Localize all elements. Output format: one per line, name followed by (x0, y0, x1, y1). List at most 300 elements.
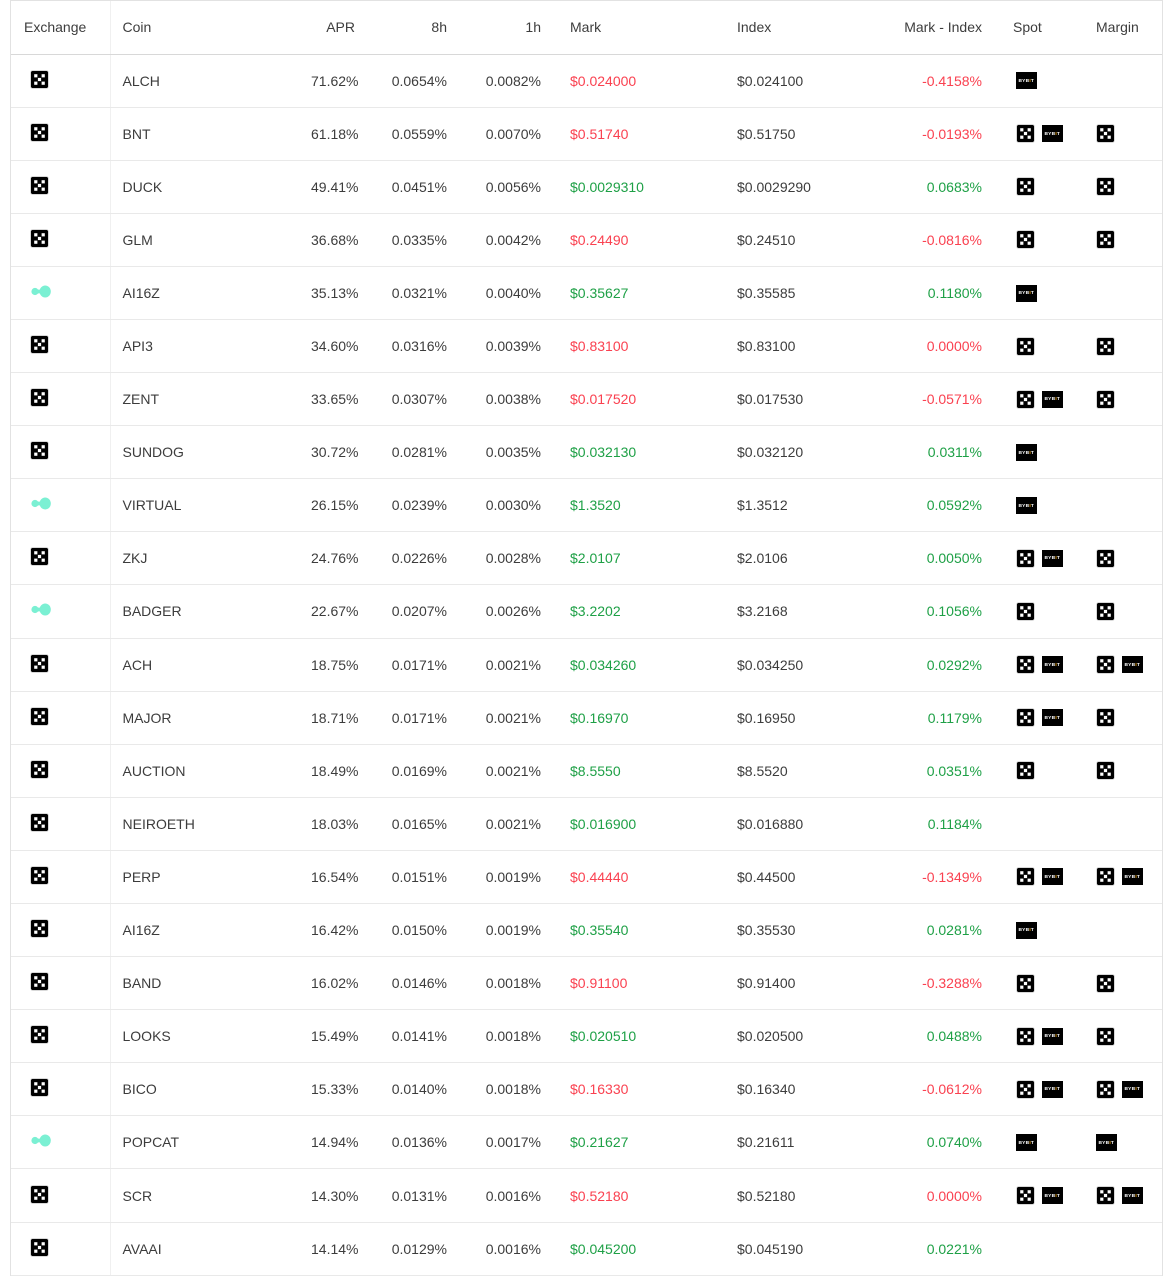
bybit-icon[interactable]: BYBIT (1042, 868, 1063, 885)
cell-margin (1087, 266, 1162, 319)
cell-exchange (11, 904, 110, 957)
cell-margin (1087, 479, 1162, 532)
table-row (11, 54, 1162, 107)
cell-margin (1087, 638, 1162, 691)
cell-diff: 0.1056% (890, 585, 994, 638)
bybit-icon[interactable]: BYBIT (1016, 72, 1037, 89)
bybit-icon[interactable]: BYBIT (1042, 709, 1063, 726)
cell-apr: 30.72% (310, 426, 367, 479)
cell-apr: 49.41% (310, 160, 367, 213)
cell-index: $8.5520 (725, 744, 890, 797)
cell-r1h: 0.0018% (459, 1063, 553, 1116)
spot-exchange-icons (1016, 1186, 1063, 1205)
column-header-r8h[interactable]: 8h (367, 1, 459, 54)
bybit-icon[interactable]: BYBIT (1016, 1134, 1037, 1151)
table-row (11, 479, 1162, 532)
cell-r8h: 0.0207% (367, 585, 459, 638)
okx-icon[interactable] (30, 707, 49, 726)
cell-spot (994, 1222, 1087, 1275)
cell-r1h: 0.0070% (459, 107, 553, 160)
cell-r1h: 0.0028% (459, 532, 553, 585)
cell-coin: PERP (110, 850, 310, 903)
cell-r8h: 0.0146% (367, 957, 459, 1010)
okx-icon[interactable] (1096, 655, 1115, 674)
cell-margin (1087, 1222, 1162, 1275)
cell-diff: 0.0740% (890, 1116, 994, 1169)
spot-exchange-icons (1016, 602, 1035, 621)
cell-margin (1087, 1116, 1162, 1169)
margin-exchange-icons (1096, 1027, 1115, 1046)
cell-margin (1087, 107, 1162, 160)
okx-icon[interactable] (1096, 602, 1115, 621)
bybit-icon[interactable]: BYBIT (1042, 1081, 1063, 1098)
bybit-icon[interactable]: BYBIT (1042, 1028, 1063, 1045)
okx-icon[interactable] (30, 229, 49, 248)
cell-r1h: 0.0021% (459, 797, 553, 850)
cell-exchange (11, 107, 110, 160)
column-header-r1h[interactable]: 1h (459, 1, 553, 54)
table-row (11, 373, 1162, 426)
okx-icon[interactable] (30, 123, 49, 142)
okx-icon[interactable] (1016, 1186, 1035, 1205)
cell-mark: $0.0029310 (553, 160, 725, 213)
bybit-icon[interactable]: BYBIT (1042, 1187, 1063, 1204)
cell-spot (994, 160, 1087, 213)
cell-diff: -0.0193% (890, 107, 994, 160)
margin-exchange-icons (1096, 390, 1115, 409)
cell-mark: $0.21627 (553, 1116, 725, 1169)
cell-index: $0.16340 (725, 1063, 890, 1116)
cell-apr: 33.65% (310, 373, 367, 426)
cell-spot (994, 373, 1087, 426)
cell-coin: AI16Z (110, 904, 310, 957)
margin-exchange-icons (1096, 177, 1115, 196)
column-header-apr[interactable]: APR (310, 1, 367, 54)
cell-index: $0.35530 (725, 904, 890, 957)
cell-mark: $0.020510 (553, 1010, 725, 1063)
okx-icon[interactable] (1096, 867, 1115, 886)
bybit-icon[interactable]: BYBIT (1016, 922, 1037, 939)
cell-r8h: 0.0129% (367, 1222, 459, 1275)
cell-r8h: 0.0136% (367, 1116, 459, 1169)
cell-coin: BAND (110, 957, 310, 1010)
cell-spot (994, 107, 1087, 160)
cell-coin: AVAAI (110, 1222, 310, 1275)
bybit-icon[interactable]: BYBIT (1042, 391, 1063, 408)
cell-apr: 35.13% (310, 266, 367, 319)
spot-exchange-icons (1016, 708, 1063, 727)
spot-exchange-icons (1016, 1080, 1063, 1099)
okx-icon[interactable] (1016, 124, 1035, 143)
spot-exchange-icons (1016, 124, 1063, 143)
cell-margin (1087, 532, 1162, 585)
cell-index: $0.83100 (725, 319, 890, 372)
cell-index: $0.24510 (725, 213, 890, 266)
cell-mark: $0.16330 (553, 1063, 725, 1116)
cell-exchange (11, 1222, 110, 1275)
column-header-margin[interactable]: Margin (1087, 1, 1162, 54)
okx-icon[interactable] (1016, 761, 1035, 780)
okx-icon[interactable] (30, 1078, 49, 1097)
cell-index: $0.024100 (725, 54, 890, 107)
column-header-diff[interactable]: Mark - Index (890, 1, 994, 54)
table-row (11, 1222, 1162, 1275)
cell-mark: $0.35540 (553, 904, 725, 957)
margin-exchange-icons (1096, 337, 1115, 356)
cell-r8h: 0.0281% (367, 426, 459, 479)
spot-exchange-icons (1016, 761, 1035, 780)
cell-mark: $3.2202 (553, 585, 725, 638)
okx-icon[interactable] (30, 654, 49, 673)
column-header-mark[interactable]: Mark (553, 1, 725, 54)
cell-apr: 16.54% (310, 850, 367, 903)
cell-margin (1087, 691, 1162, 744)
bybit-icon[interactable]: BYBIT (1122, 1081, 1143, 1098)
cell-coin: NEIROETH (110, 797, 310, 850)
table-row (11, 266, 1162, 319)
cell-exchange (11, 532, 110, 585)
column-header-spot[interactable]: Spot (994, 1, 1087, 54)
okx-icon[interactable] (1016, 230, 1035, 249)
cell-spot (994, 638, 1087, 691)
hyperliquid-icon[interactable] (30, 283, 54, 300)
cell-coin: SCR (110, 1169, 310, 1222)
hyperliquid-icon[interactable] (30, 601, 54, 618)
okx-icon[interactable] (30, 866, 49, 885)
cell-coin: AI16Z (110, 266, 310, 319)
margin-exchange-icons (1096, 974, 1115, 993)
cell-spot (994, 266, 1087, 319)
cell-mark: $0.91100 (553, 957, 725, 1010)
okx-icon[interactable] (1096, 230, 1115, 249)
cell-spot (994, 479, 1087, 532)
margin-exchange-icons (1096, 1080, 1143, 1099)
okx-icon[interactable] (30, 176, 49, 195)
cell-coin: BICO (110, 1063, 310, 1116)
cell-exchange (11, 160, 110, 213)
table-row (11, 691, 1162, 744)
cell-r8h: 0.0171% (367, 691, 459, 744)
cell-margin (1087, 957, 1162, 1010)
cell-mark: $8.5550 (553, 744, 725, 797)
funding-table-container (10, 0, 1163, 1276)
cell-margin (1087, 160, 1162, 213)
cell-exchange (11, 213, 110, 266)
cell-spot (994, 532, 1087, 585)
cell-r1h: 0.0018% (459, 957, 553, 1010)
cell-r1h: 0.0056% (459, 160, 553, 213)
cell-exchange (11, 1116, 110, 1169)
cell-exchange (11, 797, 110, 850)
cell-diff: 0.0292% (890, 638, 994, 691)
bybit-icon[interactable]: BYBIT (1122, 1187, 1143, 1204)
cell-spot (994, 797, 1087, 850)
cell-diff: -0.4158% (890, 54, 994, 107)
cell-margin (1087, 54, 1162, 107)
cell-r1h: 0.0016% (459, 1222, 553, 1275)
okx-icon[interactable] (1096, 177, 1115, 196)
table-row (11, 532, 1162, 585)
okx-icon[interactable] (1096, 337, 1115, 356)
cell-mark: $0.016900 (553, 797, 725, 850)
okx-icon[interactable] (30, 547, 49, 566)
cell-spot (994, 1116, 1087, 1169)
cell-r8h: 0.0150% (367, 904, 459, 957)
cell-margin (1087, 904, 1162, 957)
cell-index: $0.52180 (725, 1169, 890, 1222)
table-row (11, 1010, 1162, 1063)
table-row (11, 904, 1162, 957)
cell-mark: $0.52180 (553, 1169, 725, 1222)
cell-margin (1087, 585, 1162, 638)
hyperliquid-icon[interactable] (30, 1132, 54, 1149)
cell-margin (1087, 319, 1162, 372)
spot-exchange-icons (1016, 337, 1035, 356)
cell-diff: 0.0050% (890, 532, 994, 585)
okx-icon[interactable] (30, 1185, 49, 1204)
cell-r8h: 0.0316% (367, 319, 459, 372)
cell-diff: 0.0488% (890, 1010, 994, 1063)
cell-diff: -0.1349% (890, 850, 994, 903)
cell-exchange (11, 585, 110, 638)
cell-exchange (11, 744, 110, 797)
cell-r1h: 0.0016% (459, 1169, 553, 1222)
cell-apr: 36.68% (310, 213, 367, 266)
okx-icon[interactable] (1016, 1027, 1035, 1046)
spot-exchange-icons (1016, 1134, 1037, 1151)
okx-icon[interactable] (1096, 124, 1115, 143)
cell-spot (994, 904, 1087, 957)
table-row (11, 585, 1162, 638)
okx-icon[interactable] (30, 335, 49, 354)
cell-coin: API3 (110, 319, 310, 372)
cell-diff: 0.0221% (890, 1222, 994, 1275)
cell-r1h: 0.0021% (459, 744, 553, 797)
okx-icon[interactable] (1016, 867, 1035, 886)
cell-coin: VIRTUAL (110, 479, 310, 532)
okx-icon[interactable] (30, 1025, 49, 1044)
cell-exchange (11, 1169, 110, 1222)
cell-margin (1087, 744, 1162, 797)
okx-icon[interactable] (1096, 708, 1115, 727)
spot-exchange-icons (1016, 444, 1037, 461)
cell-r1h: 0.0040% (459, 266, 553, 319)
table-row (11, 638, 1162, 691)
cell-r1h: 0.0026% (459, 585, 553, 638)
bybit-icon[interactable]: BYBIT (1122, 868, 1143, 885)
cell-r8h: 0.0321% (367, 266, 459, 319)
margin-exchange-icons (1096, 1134, 1117, 1151)
cell-coin: BNT (110, 107, 310, 160)
cell-apr: 34.60% (310, 319, 367, 372)
column-header-exchange[interactable]: Exchange (11, 1, 110, 54)
cell-r1h: 0.0030% (459, 479, 553, 532)
cell-index: $0.034250 (725, 638, 890, 691)
cell-coin: BADGER (110, 585, 310, 638)
okx-icon[interactable] (1096, 1027, 1115, 1046)
cell-coin: POPCAT (110, 1116, 310, 1169)
okx-icon[interactable] (30, 813, 49, 832)
margin-exchange-icons (1096, 867, 1143, 886)
cell-spot (994, 691, 1087, 744)
spot-exchange-icons (1016, 974, 1035, 993)
cell-margin (1087, 426, 1162, 479)
cell-apr: 71.62% (310, 54, 367, 107)
cell-apr: 18.71% (310, 691, 367, 744)
cell-r1h: 0.0035% (459, 426, 553, 479)
margin-exchange-icons (1096, 708, 1115, 727)
cell-index: $0.35585 (725, 266, 890, 319)
cell-apr: 14.14% (310, 1222, 367, 1275)
okx-icon[interactable] (1016, 655, 1035, 674)
bybit-icon[interactable]: BYBIT (1016, 444, 1037, 461)
bybit-icon[interactable]: BYBIT (1042, 550, 1063, 567)
table-row (11, 1116, 1162, 1169)
cell-index: $0.045190 (725, 1222, 890, 1275)
cell-exchange (11, 54, 110, 107)
table-row (11, 797, 1162, 850)
cell-exchange (11, 1010, 110, 1063)
bybit-icon[interactable]: BYBIT (1042, 125, 1063, 142)
cell-apr: 16.42% (310, 904, 367, 957)
cell-r8h: 0.0226% (367, 532, 459, 585)
cell-diff: -0.0571% (890, 373, 994, 426)
funding-table (11, 1, 1162, 1276)
cell-r8h: 0.0239% (367, 479, 459, 532)
cell-index: $3.2168 (725, 585, 890, 638)
cell-r1h: 0.0021% (459, 638, 553, 691)
cell-apr: 18.03% (310, 797, 367, 850)
okx-icon[interactable] (1096, 549, 1115, 568)
cell-exchange (11, 1063, 110, 1116)
cell-mark: $0.034260 (553, 638, 725, 691)
okx-icon[interactable] (30, 760, 49, 779)
cell-r1h: 0.0038% (459, 373, 553, 426)
table-row (11, 107, 1162, 160)
cell-r1h: 0.0082% (459, 54, 553, 107)
okx-icon[interactable] (1016, 974, 1035, 993)
cell-mark: $0.51740 (553, 107, 725, 160)
table-row (11, 213, 1162, 266)
cell-margin (1087, 213, 1162, 266)
okx-icon[interactable] (30, 441, 49, 460)
margin-exchange-icons (1096, 655, 1143, 674)
bybit-icon[interactable]: BYBIT (1016, 497, 1037, 514)
cell-exchange (11, 850, 110, 903)
cell-r8h: 0.0140% (367, 1063, 459, 1116)
okx-icon[interactable] (1096, 761, 1115, 780)
okx-icon[interactable] (1096, 1080, 1115, 1099)
cell-exchange (11, 266, 110, 319)
okx-icon[interactable] (1096, 390, 1115, 409)
cell-mark: $0.35627 (553, 266, 725, 319)
cell-index: $0.51750 (725, 107, 890, 160)
cell-spot (994, 850, 1087, 903)
cell-diff: 0.0351% (890, 744, 994, 797)
okx-icon[interactable] (1016, 1080, 1035, 1099)
cell-r8h: 0.0559% (367, 107, 459, 160)
margin-exchange-icons (1096, 761, 1115, 780)
cell-r8h: 0.0151% (367, 850, 459, 903)
margin-exchange-icons (1096, 549, 1115, 568)
okx-icon[interactable] (1016, 337, 1035, 356)
cell-index: $2.0106 (725, 532, 890, 585)
cell-margin (1087, 850, 1162, 903)
cell-mark: $0.017520 (553, 373, 725, 426)
column-header-index[interactable]: Index (725, 1, 890, 54)
cell-index: $0.91400 (725, 957, 890, 1010)
cell-coin: LOOKS (110, 1010, 310, 1063)
table-row (11, 160, 1162, 213)
bybit-icon[interactable]: BYBIT (1122, 656, 1143, 673)
okx-icon[interactable] (30, 972, 49, 991)
okx-icon[interactable] (30, 70, 49, 89)
cell-index: $0.020500 (725, 1010, 890, 1063)
cell-index: $0.44500 (725, 850, 890, 903)
cell-mark: $0.032130 (553, 426, 725, 479)
bybit-icon[interactable]: BYBIT (1042, 656, 1063, 673)
okx-icon[interactable] (1096, 974, 1115, 993)
cell-spot (994, 1010, 1087, 1063)
cell-apr: 15.49% (310, 1010, 367, 1063)
cell-diff: -0.0612% (890, 1063, 994, 1116)
bybit-icon[interactable]: BYBIT (1016, 285, 1037, 302)
spot-exchange-icons (1016, 922, 1037, 939)
cell-index: $0.016880 (725, 797, 890, 850)
okx-icon[interactable] (1016, 177, 1035, 196)
cell-exchange (11, 638, 110, 691)
okx-icon[interactable] (1016, 549, 1035, 568)
cell-spot (994, 1169, 1087, 1222)
cell-r8h: 0.0165% (367, 797, 459, 850)
cell-index: $0.032120 (725, 426, 890, 479)
cell-index: $0.16950 (725, 691, 890, 744)
cell-coin: GLM (110, 213, 310, 266)
cell-diff: -0.3288% (890, 957, 994, 1010)
cell-coin: ACH (110, 638, 310, 691)
cell-margin (1087, 1010, 1162, 1063)
cell-spot (994, 319, 1087, 372)
okx-icon[interactable] (1016, 390, 1035, 409)
column-header-coin[interactable]: Coin (110, 1, 310, 54)
okx-icon[interactable] (30, 388, 49, 407)
cell-margin (1087, 1063, 1162, 1116)
hyperliquid-icon[interactable] (30, 495, 54, 512)
spot-exchange-icons (1016, 549, 1063, 568)
table-row (11, 319, 1162, 372)
cell-mark: $0.024000 (553, 54, 725, 107)
cell-mark: $0.24490 (553, 213, 725, 266)
cell-margin (1087, 797, 1162, 850)
margin-exchange-icons (1096, 602, 1115, 621)
margin-exchange-icons (1096, 124, 1115, 143)
cell-mark: $0.045200 (553, 1222, 725, 1275)
table-row (11, 850, 1162, 903)
cell-diff: 0.1184% (890, 797, 994, 850)
okx-icon[interactable] (1016, 708, 1035, 727)
cell-r1h: 0.0017% (459, 1116, 553, 1169)
cell-apr: 18.49% (310, 744, 367, 797)
cell-margin (1087, 1169, 1162, 1222)
okx-icon[interactable] (1096, 1186, 1115, 1205)
cell-exchange (11, 319, 110, 372)
bybit-icon[interactable]: BYBIT (1096, 1134, 1117, 1151)
spot-exchange-icons (1016, 177, 1035, 196)
cell-r8h: 0.0131% (367, 1169, 459, 1222)
okx-icon[interactable] (30, 919, 49, 938)
table-row (11, 1169, 1162, 1222)
okx-icon[interactable] (1016, 602, 1035, 621)
